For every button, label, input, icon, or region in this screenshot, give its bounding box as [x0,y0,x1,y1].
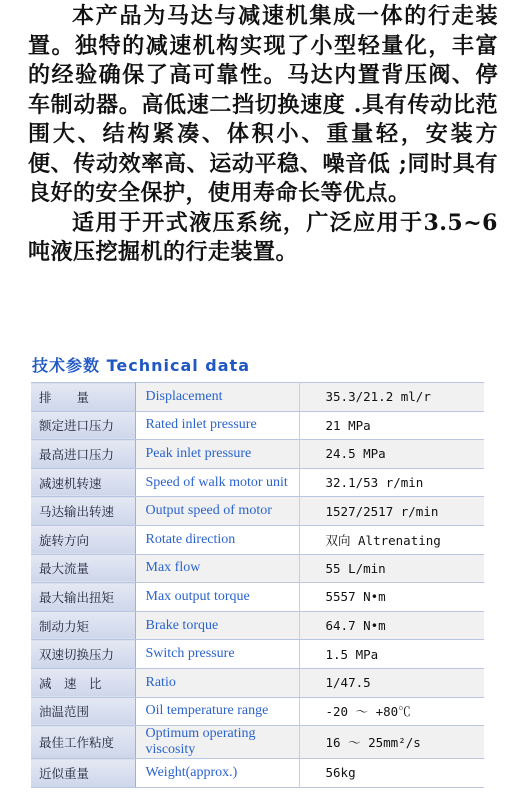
spec-row [31,440,484,469]
spec-value: 21 MPa [299,411,484,440]
spec-value: 24.5 MPa [299,440,484,469]
technical-data-table [31,382,484,788]
spec-row [31,726,484,759]
technical-data-body [31,383,484,788]
spec-label-en: Speed of walk motor unit [135,468,299,497]
spec-value: -20 ～ +80℃ [299,697,484,726]
spec-value: 双向 Altrenating [299,525,484,554]
spec-value: 16 ～ 25mm²/s [299,726,484,759]
spec-label-cn: 减速机转速 [31,468,135,497]
description-paragraph-2: 适用于开式液压系统，广泛应用于3.5~6吨液压挖掘机的行走装置。 [28,209,498,265]
spec-label-cn: 制动力矩 [31,611,135,640]
spec-row [31,759,484,788]
spec-label-cn: 排 量 [31,383,135,412]
spec-value: 32.1/53 r/min [299,468,484,497]
spec-label-en: Peak inlet pressure [135,440,299,469]
spec-row [31,611,484,640]
spec-label-en: Weight(approx.) [135,759,299,788]
spec-label-en: Optimum operating viscosity [135,726,299,759]
spec-label-cn: 最大流量 [31,554,135,583]
spec-label-cn: 最大输出扭矩 [31,583,135,612]
spec-value: 64.7 N•m [299,611,484,640]
spec-label-cn: 双速切换压力 [31,640,135,669]
technical-data-title: 技术参数 Technical data [32,356,250,375]
spec-label-cn: 旋转方向 [31,525,135,554]
spec-row [31,383,484,412]
spec-row [31,468,484,497]
spec-value: 35.3/21.2 ml/r [299,383,484,412]
spec-label-en: Max output torque [135,583,299,612]
product-description [28,2,498,268]
spec-label-cn: 油温范围 [31,697,135,726]
spec-value: 1/47.5 [299,668,484,697]
spec-label-en: Oil temperature range [135,697,299,726]
spec-row [31,640,484,669]
spec-label-en: Rotate direction [135,525,299,554]
spec-label-en: Ratio [135,668,299,697]
spec-label-en: Displacement [135,383,299,412]
spec-value: 1527/2517 r/min [299,497,484,526]
spec-row [31,525,484,554]
spec-row [31,668,484,697]
spec-value: 1.5 MPa [299,640,484,669]
spec-label-cn: 马达输出转速 [31,497,135,526]
spec-row [31,697,484,726]
spec-value: 5557 N•m [299,583,484,612]
spec-label-en: Brake torque [135,611,299,640]
spec-label-en: Rated inlet pressure [135,411,299,440]
spec-label-en: Max flow [135,554,299,583]
spec-row [31,497,484,526]
spec-label-en: Switch pressure [135,640,299,669]
spec-row [31,583,484,612]
spec-label-cn: 减 速 比 [31,668,135,697]
spec-row [31,554,484,583]
spec-label-cn: 最高进口压力 [31,440,135,469]
spec-value: 56kg [299,759,484,788]
spec-value: 55 L/min [299,554,484,583]
description-paragraph-1: 本产品为马达与减速机集成一体的行走装置。独特的减速机构实现了小型轻量化，丰富的经验确保了高可靠性。马达内置背压阀、停车制动器。高低速二挡切换速度 .具有传动比范围大、结构紧凑、体积小、重量轻，安装方便、传动效率高、运动平稳、噪音低 ;同时具有良好的安全保护，使用寿命长等优点。 [28,3,498,206]
spec-row [31,411,484,440]
spec-label-cn: 额定进口压力 [31,411,135,440]
spec-label-cn: 最佳工作粘度 [31,726,135,759]
spec-label-en: Output speed of motor [135,497,299,526]
spec-label-cn: 近似重量 [31,759,135,788]
